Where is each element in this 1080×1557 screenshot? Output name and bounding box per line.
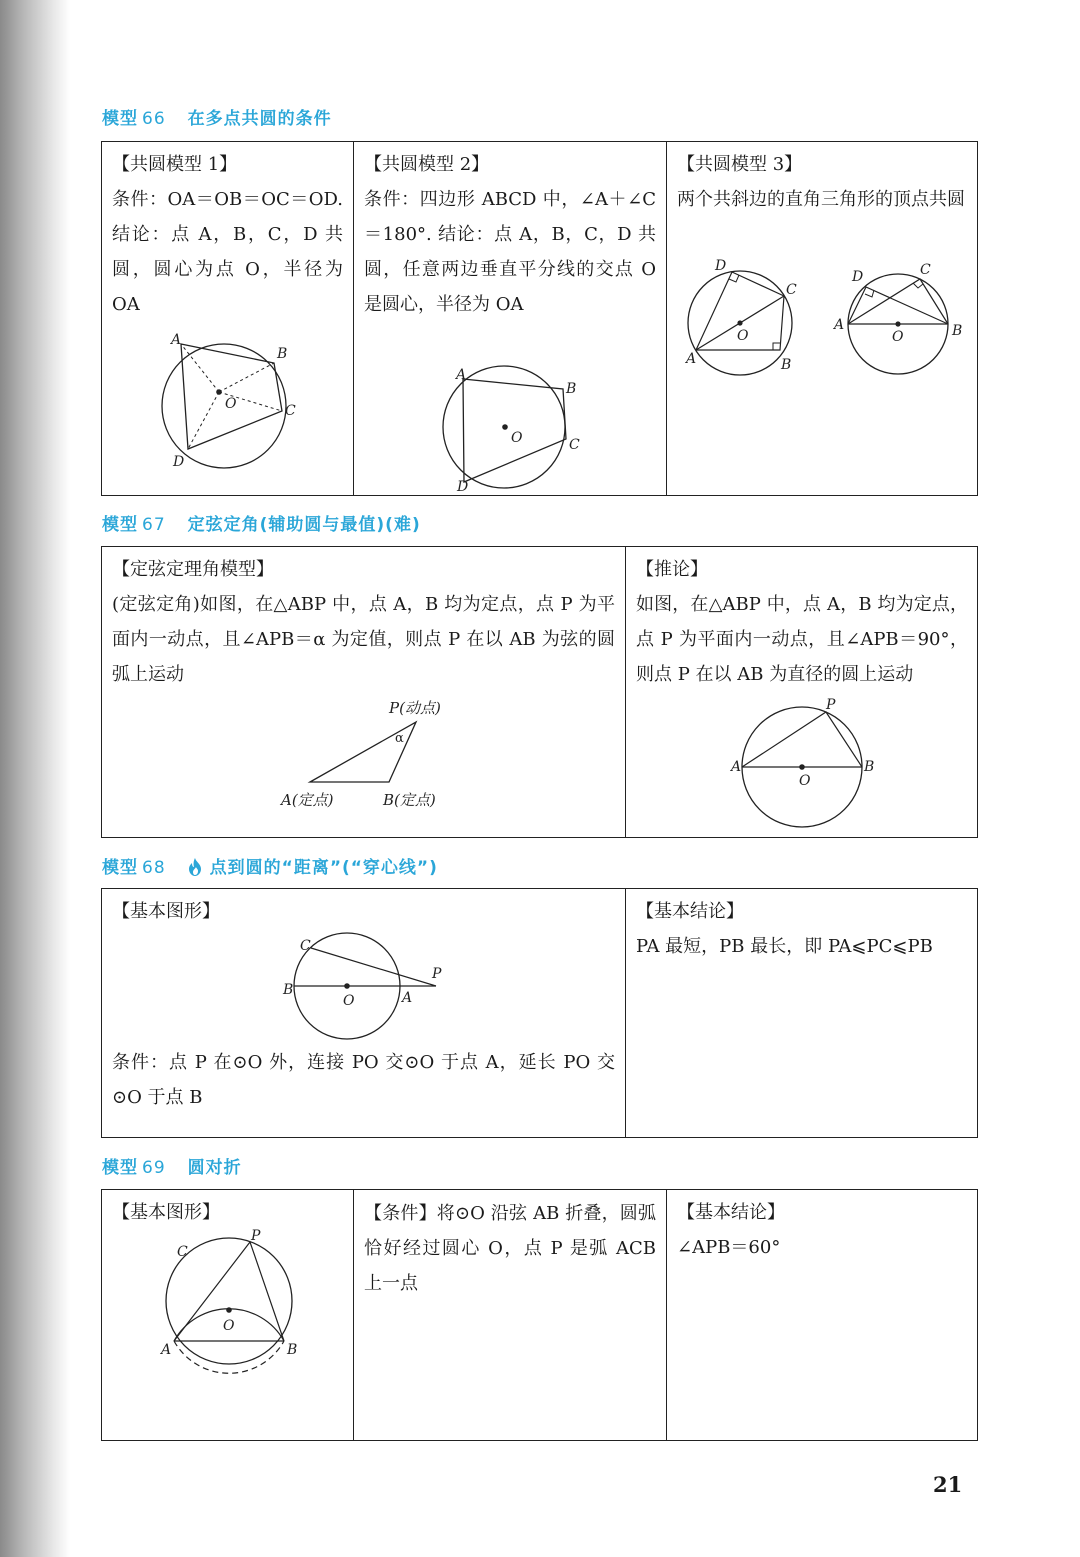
model-68-heading: 模型 68 点到圆的“距离”(“穿心线”) bbox=[102, 858, 438, 878]
label-b-fixed: B(定点) bbox=[383, 791, 436, 809]
label-b: B bbox=[566, 381, 577, 397]
model-67-cell-1 bbox=[102, 547, 625, 837]
label-d: D bbox=[457, 479, 469, 495]
page-number: 21 bbox=[933, 1472, 963, 1497]
cell-text: 条件：OA＝OB＝OC＝OD. 结论：点 A，B，C，D 共圆，圆心为点 O，半径为 OA bbox=[112, 189, 343, 315]
label-b: B bbox=[864, 759, 875, 775]
label-b: B bbox=[283, 982, 294, 998]
model-66-heading: 模型 66 在多点共圆的条件 bbox=[102, 109, 332, 129]
label-a: A bbox=[161, 1342, 172, 1358]
model-69-table bbox=[101, 1189, 978, 1441]
model-68-cell-1 bbox=[102, 889, 625, 1137]
fixed-chord-angle-figure bbox=[277, 697, 477, 812]
circle-fold-figure bbox=[157, 1230, 307, 1375]
label-o: O bbox=[892, 329, 904, 345]
page-binding-shadow bbox=[0, 0, 70, 1557]
label-c: C bbox=[920, 262, 931, 278]
cell-title: 【共圆模型 1】 bbox=[112, 154, 238, 175]
model-66-cell-3 bbox=[666, 142, 978, 495]
label-c: C bbox=[177, 1244, 188, 1260]
model-69-cell-3 bbox=[666, 1190, 978, 1440]
label-a-fixed: A(定点) bbox=[281, 791, 334, 809]
cell-text: 条件：点 P 在⊙O 外，连接 PO 交⊙O 于点 A，延长 PO 交⊙O 于点 B bbox=[112, 1052, 615, 1108]
label-o: O bbox=[225, 396, 237, 412]
model-69-cell-2 bbox=[353, 1190, 666, 1440]
label-p: P bbox=[826, 697, 836, 713]
cell-text: ∠APB＝60° bbox=[677, 1237, 781, 1258]
cell-title: 【共圆模型 2】 bbox=[364, 154, 490, 175]
model-67-table bbox=[101, 546, 978, 838]
label-a: A bbox=[171, 332, 182, 348]
diameter-circle-figure bbox=[731, 697, 881, 837]
label-c: C bbox=[786, 282, 797, 298]
cell-title: 【基本图形】 bbox=[112, 901, 220, 922]
label-b: B bbox=[277, 346, 288, 362]
label-o: O bbox=[223, 1318, 235, 1334]
cell-text: (定弦定角)如图，在△ABP 中，点 A，B 均为定点，点 P 为平面内一动点，且∠APB＝α 为定值，则点 P 在以 AB 为弦的圆弧上运动 bbox=[112, 594, 615, 685]
model-67-heading: 模型 67 定弦定角(辅助圆与最值)(难) bbox=[102, 515, 421, 535]
cell-title: 【基本结论】 bbox=[636, 901, 744, 922]
label-a: A bbox=[456, 367, 467, 383]
cell-text: 两个共斜边的直角三角形的顶点共圆 bbox=[677, 189, 965, 210]
model-66-cell-1 bbox=[102, 142, 353, 495]
cell-text: PA 最短，PB 最长，即 PA⩽PC⩽PB bbox=[636, 936, 933, 957]
label-b: B bbox=[781, 357, 792, 373]
model-67-cell-2 bbox=[625, 547, 978, 837]
label-b: B bbox=[952, 323, 963, 339]
label-alpha: α bbox=[395, 731, 404, 746]
label-b: B bbox=[287, 1342, 298, 1358]
label-o: O bbox=[343, 993, 355, 1009]
label-c: C bbox=[285, 403, 296, 419]
cell-text bbox=[364, 1196, 656, 1301]
cell-title: 【共圆模型 3】 bbox=[677, 154, 803, 175]
label-p-moving: P(动点) bbox=[389, 699, 441, 717]
model-69-heading: 模型 69 圆对折 bbox=[102, 1158, 242, 1178]
label-a: A bbox=[834, 317, 845, 333]
flame-icon bbox=[188, 858, 202, 876]
label-a: A bbox=[686, 351, 697, 367]
label-c: C bbox=[569, 437, 580, 453]
cell-text: 如图，在△ABP 中，点 A，B 均为定点，点 P 为平面内一动点，且∠APB＝90°，则点 P 在以 AB 为直径的圆上运动 bbox=[636, 594, 968, 685]
cocircle-figure-1 bbox=[157, 327, 297, 470]
model-68-table bbox=[101, 888, 978, 1138]
label-o: O bbox=[799, 773, 811, 789]
label-d: D bbox=[852, 269, 864, 285]
label-p: P bbox=[251, 1228, 261, 1244]
label-c: C bbox=[300, 938, 311, 954]
through-center-line-figure bbox=[280, 934, 460, 1044]
label-o: O bbox=[511, 430, 523, 446]
cell-title: 【定弦定理角模型】 bbox=[112, 559, 274, 580]
model-69-cell-1 bbox=[102, 1190, 353, 1440]
cell-title: 【推论】 bbox=[636, 559, 708, 580]
model-66-cell-2 bbox=[353, 142, 666, 495]
label-a: A bbox=[402, 990, 413, 1006]
cocircle-figure-2 bbox=[432, 362, 582, 497]
cell-title: 【基本图形】 bbox=[112, 1202, 220, 1223]
label-d: D bbox=[173, 454, 185, 470]
cell-title: 【条件】 bbox=[364, 1203, 437, 1224]
cocircle-figure-3 bbox=[682, 257, 972, 377]
model-68-cell-2 bbox=[625, 889, 978, 1137]
cell-body: 将⊙O 沿弦 AB 折叠，圆弧恰好经过圆心 O，点 P 是弧 ACB 上一点 bbox=[364, 1203, 657, 1294]
cell-title: 【基本结论】 bbox=[677, 1202, 785, 1223]
label-a: A bbox=[731, 759, 742, 775]
cell-text: 条件：四边形 ABCD 中，∠A＋∠C＝180°. 结论：点 A，B，C，D 共圆，任意两边垂直平分线的交点 O 是圆心，半径为 OA bbox=[364, 189, 656, 315]
label-o: O bbox=[737, 328, 749, 344]
model-66-table bbox=[101, 141, 978, 496]
label-p: P bbox=[432, 966, 442, 982]
label-d: D bbox=[715, 258, 727, 274]
